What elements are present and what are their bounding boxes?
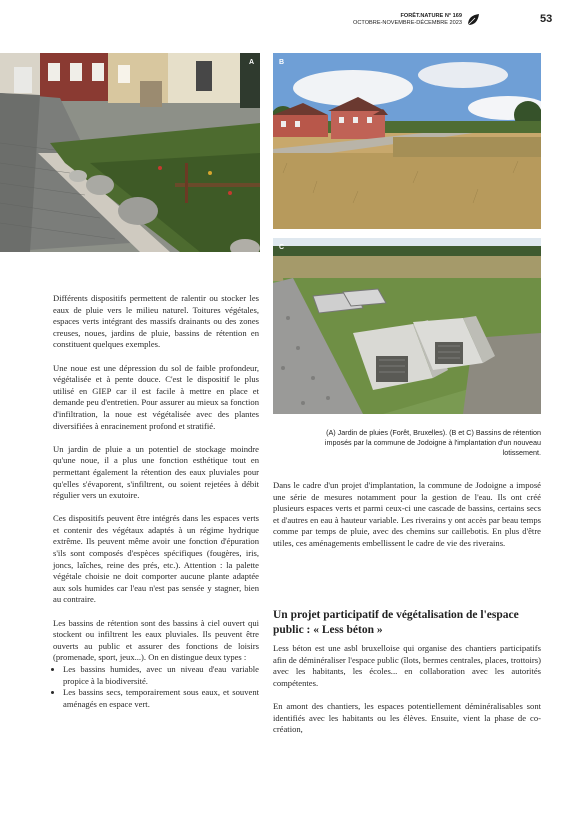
paragraph-devices: Différents dispositifs permettent de ralentir ou stocker les eaux de pluie vers le milieu naturel. Toitures végétales, espaces verts intégrant des massifs drainants ou des zones creuses, noues, jardins de pluie, bassins de rétention en constituent quelques exemples. (53, 293, 259, 350)
paragraph-less-beton: Less béton est une asbl bruxelloise qui organise des chantiers participatifs afin de déminéraliser l'espace public (îlots, bermes centrales, places, trottoirs) avec les habitants, les écoles... en collaboration avec les autorités compétentes. (273, 643, 541, 688)
section-heading: Un projet participatif de végétalisation de l'espace public : « Less béton » (273, 609, 519, 636)
leaf-icon (466, 13, 480, 27)
issue-date: OCTOBRE-NOVEMBRE-DÉCEMBRE 2023 (353, 20, 462, 26)
photo-rain-garden (0, 53, 260, 252)
photo-a-label: A (249, 59, 255, 66)
photo-caption: (A) Jardin de pluies (Forêt, Bruxelles). (B et C) Bassins de rétention imposés par la commune de Jodoigne à l'implantation d'un nouveau lotissement. (324, 428, 541, 457)
paragraph-noue: Une noue est une dépression du sol de faible profondeur, végétalisée et à pente douce. C'est le dispositif le plus utilisé en GIEP car il est facile à mettre en place et demande peu d'entretien. Pour assurer au mieux sa fonction d'infiltration, la noue est végétalisée avec des plantes diversifiées à enracinement profond et stratifié. (53, 362, 259, 431)
list-item: • Les bassins secs, temporairement sous eaux, et souvent aménagés en espace vert. (63, 687, 259, 710)
paragraph-jodoigne: Dans le cadre d'un projet d'implantation, la commune de Jodoigne a imposé une série de mesures notamment pour la gestion de l'eau. Ils ont créé plusieurs espaces verts et parmi ceux-ci une cascade de bassins, certains secs et d'autres en eau à hauteur variable. Les riverains y ont accès par beau temps comme par temps de pluie, avec des chemins sur caillebotis. En plus d'être utiles, ces aménagements embellissent le cadre de vie des riverains. (273, 480, 541, 548)
photo-retention-basin-b (273, 53, 541, 229)
list-item: • Les bassins humides, avec un niveau d'eau variable propice à la biodiversité. (63, 664, 259, 687)
photo-a-illustration (0, 53, 260, 252)
magazine-title: FORÊT.NATURE N° 169 (400, 13, 462, 19)
photo-b-illustration (273, 53, 541, 229)
photo-c-label: C (279, 244, 285, 251)
photo-b-label: B (279, 59, 285, 66)
paragraph-rain-garden: Un jardin de pluie a un potentiel de stockage moindre qu'une noue, il a plus une fonction esthétique tout en permettant également la rétention des eaux pluviales pour qu'elles s'évaporent, s'infiltrent, ou soient rejetées à débit régulier vers un exutoire. (53, 443, 259, 501)
paragraph-retention-basins: Les bassins de rétention sont des bassins à ciel ouvert qui stockent ou infiltrent les eaux pluviales. Ils peuvent être ouverts au public et assurer des fonctions de loisirs (promenade, sport, jeux...). On en distingue deux types : (53, 617, 259, 663)
paragraph-green-spaces: Ces dispositifs peuvent être intégrés dans les espaces verts et contenir des végétaux adaptés à un régime hydrique extrême. Ils peuvent même avoir une fonction d'épuration s'ils sont composés d'espèces spécifiques (fougères, iris, joncs, laîches, reine des prés, etc.). Attention : la palette végétale choisie ne doit comporter aucune plante adaptée aux sols humides car l'eau n'est pas sensée y stagner, bien au contraire. (53, 513, 259, 605)
basin-types-list (53, 664, 259, 710)
left-column (53, 293, 259, 710)
right-column-less-beton (273, 643, 541, 736)
running-header (300, 13, 462, 27)
page-number: 53 (540, 13, 553, 25)
photo-retention-basin-c (273, 238, 541, 414)
photo-c-illustration (273, 238, 541, 414)
paragraph-co-creation: En amont des chantiers, les espaces potentiellement déminéralisables sont identifiés avec les habitants ou les élèves. Ensuite, vient la phase de co-création, (273, 700, 541, 735)
right-column-intro (273, 480, 541, 550)
